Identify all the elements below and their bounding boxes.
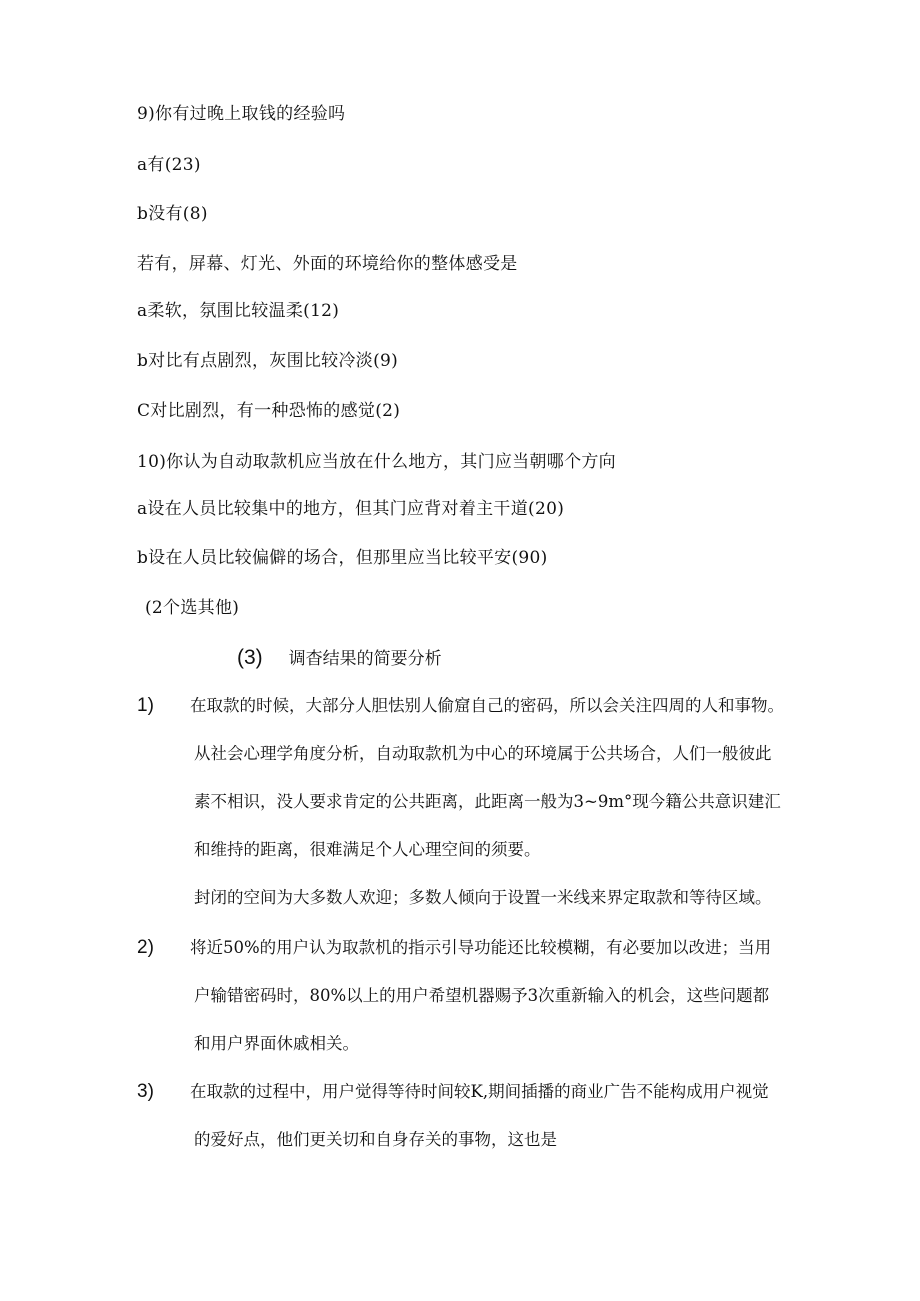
question-10-note: (2个选其他) [145, 598, 240, 618]
analysis-item-line: 在取款的时候，大部分人胆怯别人偷窟自己的密码，所以会关注四周的人和事物。 [190, 696, 784, 715]
section-title: 调杳结果的简要分析 [288, 649, 442, 669]
analysis-item-number: 2) [137, 937, 154, 958]
analysis-item-number: 3) [137, 1081, 154, 1102]
question-9-title: 9)你有过晚上取钱的经验吗 [137, 104, 346, 124]
analysis-item-line: 户输错密码时，80%以上的用户希望机器赐予3次重新输入的机会，这些问题都 [194, 986, 770, 1005]
analysis-item-line: 和用户界面休戚相关。 [194, 1034, 359, 1053]
section-number: (3) [237, 646, 263, 669]
analysis-item-line: 将近50%的用户认为取款机的指示引导功能还比较模糊，有必要加以改进；当用 [190, 938, 772, 957]
question-10-option-b: b设在人员比较偏僻的场合，但那里应当比较平安(90) [137, 548, 548, 568]
analysis-item-line: 封闭的空间为大多数人欢迎；多数人倾向于设置一米线来界定取款和等待区域。 [194, 888, 772, 907]
question-10-title: 10)你认为自动取款机应当放在什么地方，其门应当朝哪个方向 [137, 452, 616, 472]
question-9-follow-option-b: b对比有点剧烈，灰围比较冷淡(9) [137, 351, 399, 371]
question-9-option-b: b没有(8) [137, 204, 208, 224]
analysis-item-line: 和维持的距离，很难满足个人心理空间的须要。 [194, 840, 541, 859]
question-9-option-a: a有(23) [137, 155, 201, 175]
analysis-item-line: 在取款的过程中，用户觉得等待时间较K,期间插播的商业广告不能构成用户视觉 [190, 1082, 769, 1101]
analysis-item-line: 的爱好点，他们更关切和自身存关的事物，这也是 [194, 1130, 557, 1149]
question-9-follow-option-a: a柔软，氛围比较温柔(12) [137, 301, 340, 321]
question-9-follow-up: 若有，屏幕、灯光、外面的环境给你的整体感受是 [137, 254, 518, 274]
analysis-item-line: 从社会心理学角度分析，自动取款机为中心的环境属于公共场合，人们一般彼此 [194, 744, 772, 763]
analysis-item-number: 1) [137, 695, 154, 716]
section-heading [237, 645, 442, 672]
question-9-follow-option-c: C对比剧烈，有一种恐怖的感觉(2) [137, 401, 401, 421]
analysis-item-line: 素不相识，没人要求肯定的公共距离，此距离一般为3~9m°现今籍公共意识建汇 [194, 792, 781, 811]
question-10-option-a: a设在人员比较集中的地方，但其门应背对着主干道(20) [137, 499, 565, 519]
